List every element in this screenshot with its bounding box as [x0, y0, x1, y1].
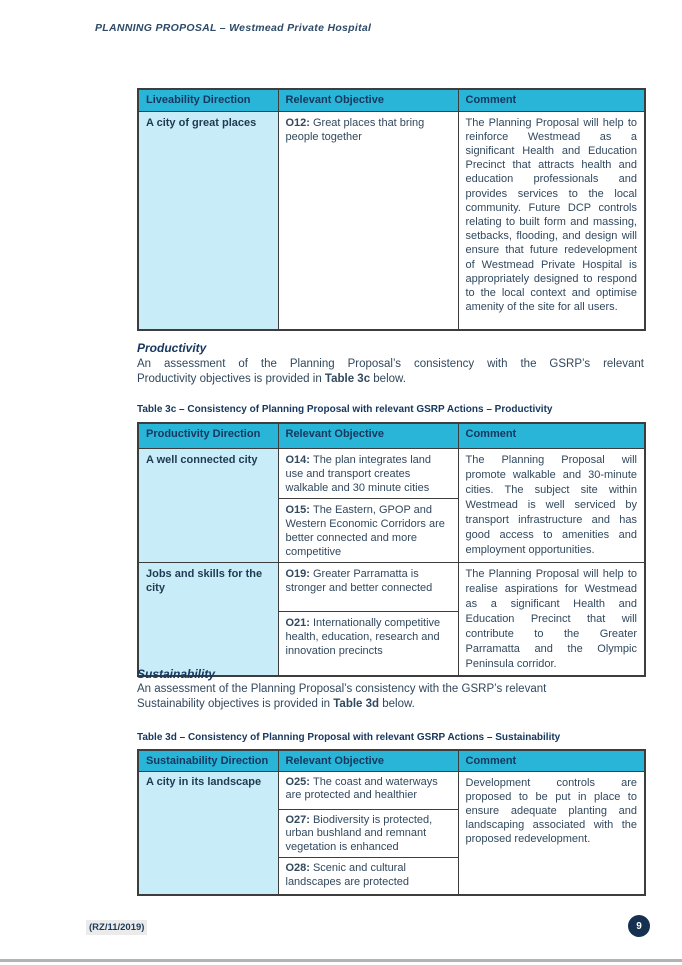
section-heading-productivity: Productivity	[137, 341, 207, 355]
paragraph-line: Sustainability objectives is provided in Table 3d below.	[137, 697, 415, 710]
table-3d-caption: Table 3d – Consistency of Planning Proposal with relevant GSRP Actions – Sustainability	[137, 732, 561, 743]
column-header-relevant-objective: Relevant Objective	[278, 750, 458, 771]
column-header-comment: Comment	[458, 89, 645, 111]
direction-cell: A city of great places	[138, 111, 278, 330]
objective-cell	[278, 611, 458, 675]
sustainability-intro-paragraph	[137, 682, 644, 711]
objective-text: The Eastern, GPOP and Western Economic Corridors are better connected and more competitive	[285, 503, 445, 558]
objective-code: O25:	[285, 775, 310, 788]
table-row	[138, 448, 645, 498]
paragraph-line: An assessment of the Planning Proposal’s consistency with the GSRP’s relevant	[137, 683, 547, 695]
productivity-intro-paragraph	[137, 357, 644, 386]
table-row	[138, 111, 645, 330]
objective-text: Greater Parramatta is stronger and better connected	[285, 567, 433, 594]
column-header-comment: Comment	[458, 423, 645, 448]
table-row	[138, 562, 645, 611]
comment-cell: The Planning Proposal will help to realise aspirations for Westmead as a significant Health and Education Precinct that will contribute to the Greater Parramatta and the Olympic Peninsula corridor.	[458, 562, 645, 676]
paragraph-line: An assessment of the Planning Proposal’s consistency with the GSRP’s relevant	[137, 358, 644, 370]
column-header-productivity-direction: Productivity Direction	[138, 423, 278, 448]
objective-code: O27:	[285, 813, 310, 826]
objective-cell	[278, 562, 458, 611]
table-3c-caption: Table 3c – Consistency of Planning Proposal with relevant GSRP Actions – Productivity	[137, 404, 553, 415]
footer-reference: (RZ/11/2019)	[86, 920, 147, 935]
sustainability-table-header-row	[138, 750, 645, 771]
direction-cell: A city in its landscape	[138, 771, 278, 895]
objective-text: Scenic and cultural landscapes are protected	[285, 862, 410, 888]
objective-code: O12:	[285, 116, 310, 129]
objective-cell	[278, 498, 458, 562]
objective-code: O14:	[285, 453, 310, 466]
direction-cell: A well connected city	[138, 448, 278, 562]
objective-code: O15:	[285, 503, 310, 516]
column-header-liveability-direction: Liveability Direction	[138, 89, 278, 111]
objective-text: The plan integrates land use and transport creates walkable and 30 minute cities	[285, 453, 431, 494]
section-heading-sustainability: Sustainability	[137, 667, 216, 681]
objective-cell	[278, 809, 458, 858]
productivity-table	[137, 422, 646, 677]
direction-cell: Jobs and skills for the city	[138, 562, 278, 676]
table-reference: Table 3d	[333, 697, 380, 710]
page-number-badge: 9	[628, 915, 650, 937]
sustainability-table	[137, 749, 646, 896]
objective-cell	[278, 448, 458, 498]
column-header-comment: Comment	[458, 750, 645, 771]
liveability-table	[137, 88, 646, 331]
objective-text: Internationally competitive health, education, research and innovation precincts	[285, 616, 441, 657]
objective-code: O28:	[285, 862, 310, 874]
objective-cell	[278, 111, 458, 330]
objective-cell	[278, 858, 458, 895]
comment-cell: The Planning Proposal will help to reinforce Westmead as a significant Health and Education Precinct that attracts health and education professionals and provides services to the local community. Future DCP controls relating to built form and massing, setbacks, flooding, and design will ensure that future redevelopment of Westmead Private Hospital is appropriately designed to respond to the local context and optimise amenity of the site for all users.	[458, 111, 645, 330]
objective-text: The coast and waterways are protected and healthier	[285, 775, 438, 801]
column-header-relevant-objective: Relevant Objective	[278, 423, 458, 448]
objective-code: O19:	[285, 567, 310, 580]
column-header-sustainability-direction: Sustainability Direction	[138, 750, 278, 771]
productivity-table-header-row	[138, 423, 645, 448]
column-header-relevant-objective: Relevant Objective	[278, 89, 458, 111]
bottom-page-rule	[0, 959, 682, 962]
comment-cell: Development controls are proposed to be put in place to ensure adequate planting and landscaping associated with the proposed redevelopment.	[458, 771, 645, 895]
running-header: PLANNING PROPOSAL – Westmead Private Hospital	[95, 22, 372, 34]
objective-text: Great places that bring people together	[285, 116, 425, 143]
table-reference: Table 3c	[324, 372, 371, 385]
objective-code: O21:	[285, 616, 310, 629]
liveability-table-header-row	[138, 89, 645, 111]
objective-text: Biodiversity is protected, urban bushland and remnant vegetation is enhanced	[285, 813, 433, 853]
objective-cell	[278, 771, 458, 809]
paragraph-line: Productivity objectives is provided in Table 3c below.	[137, 372, 406, 385]
comment-cell: The Planning Proposal will promote walkable and 30-minute cities. The subject site within Westmead is well serviced by transport infrastructure and has good access to amenities and employment opportunities.	[458, 448, 645, 562]
table-row	[138, 771, 645, 809]
